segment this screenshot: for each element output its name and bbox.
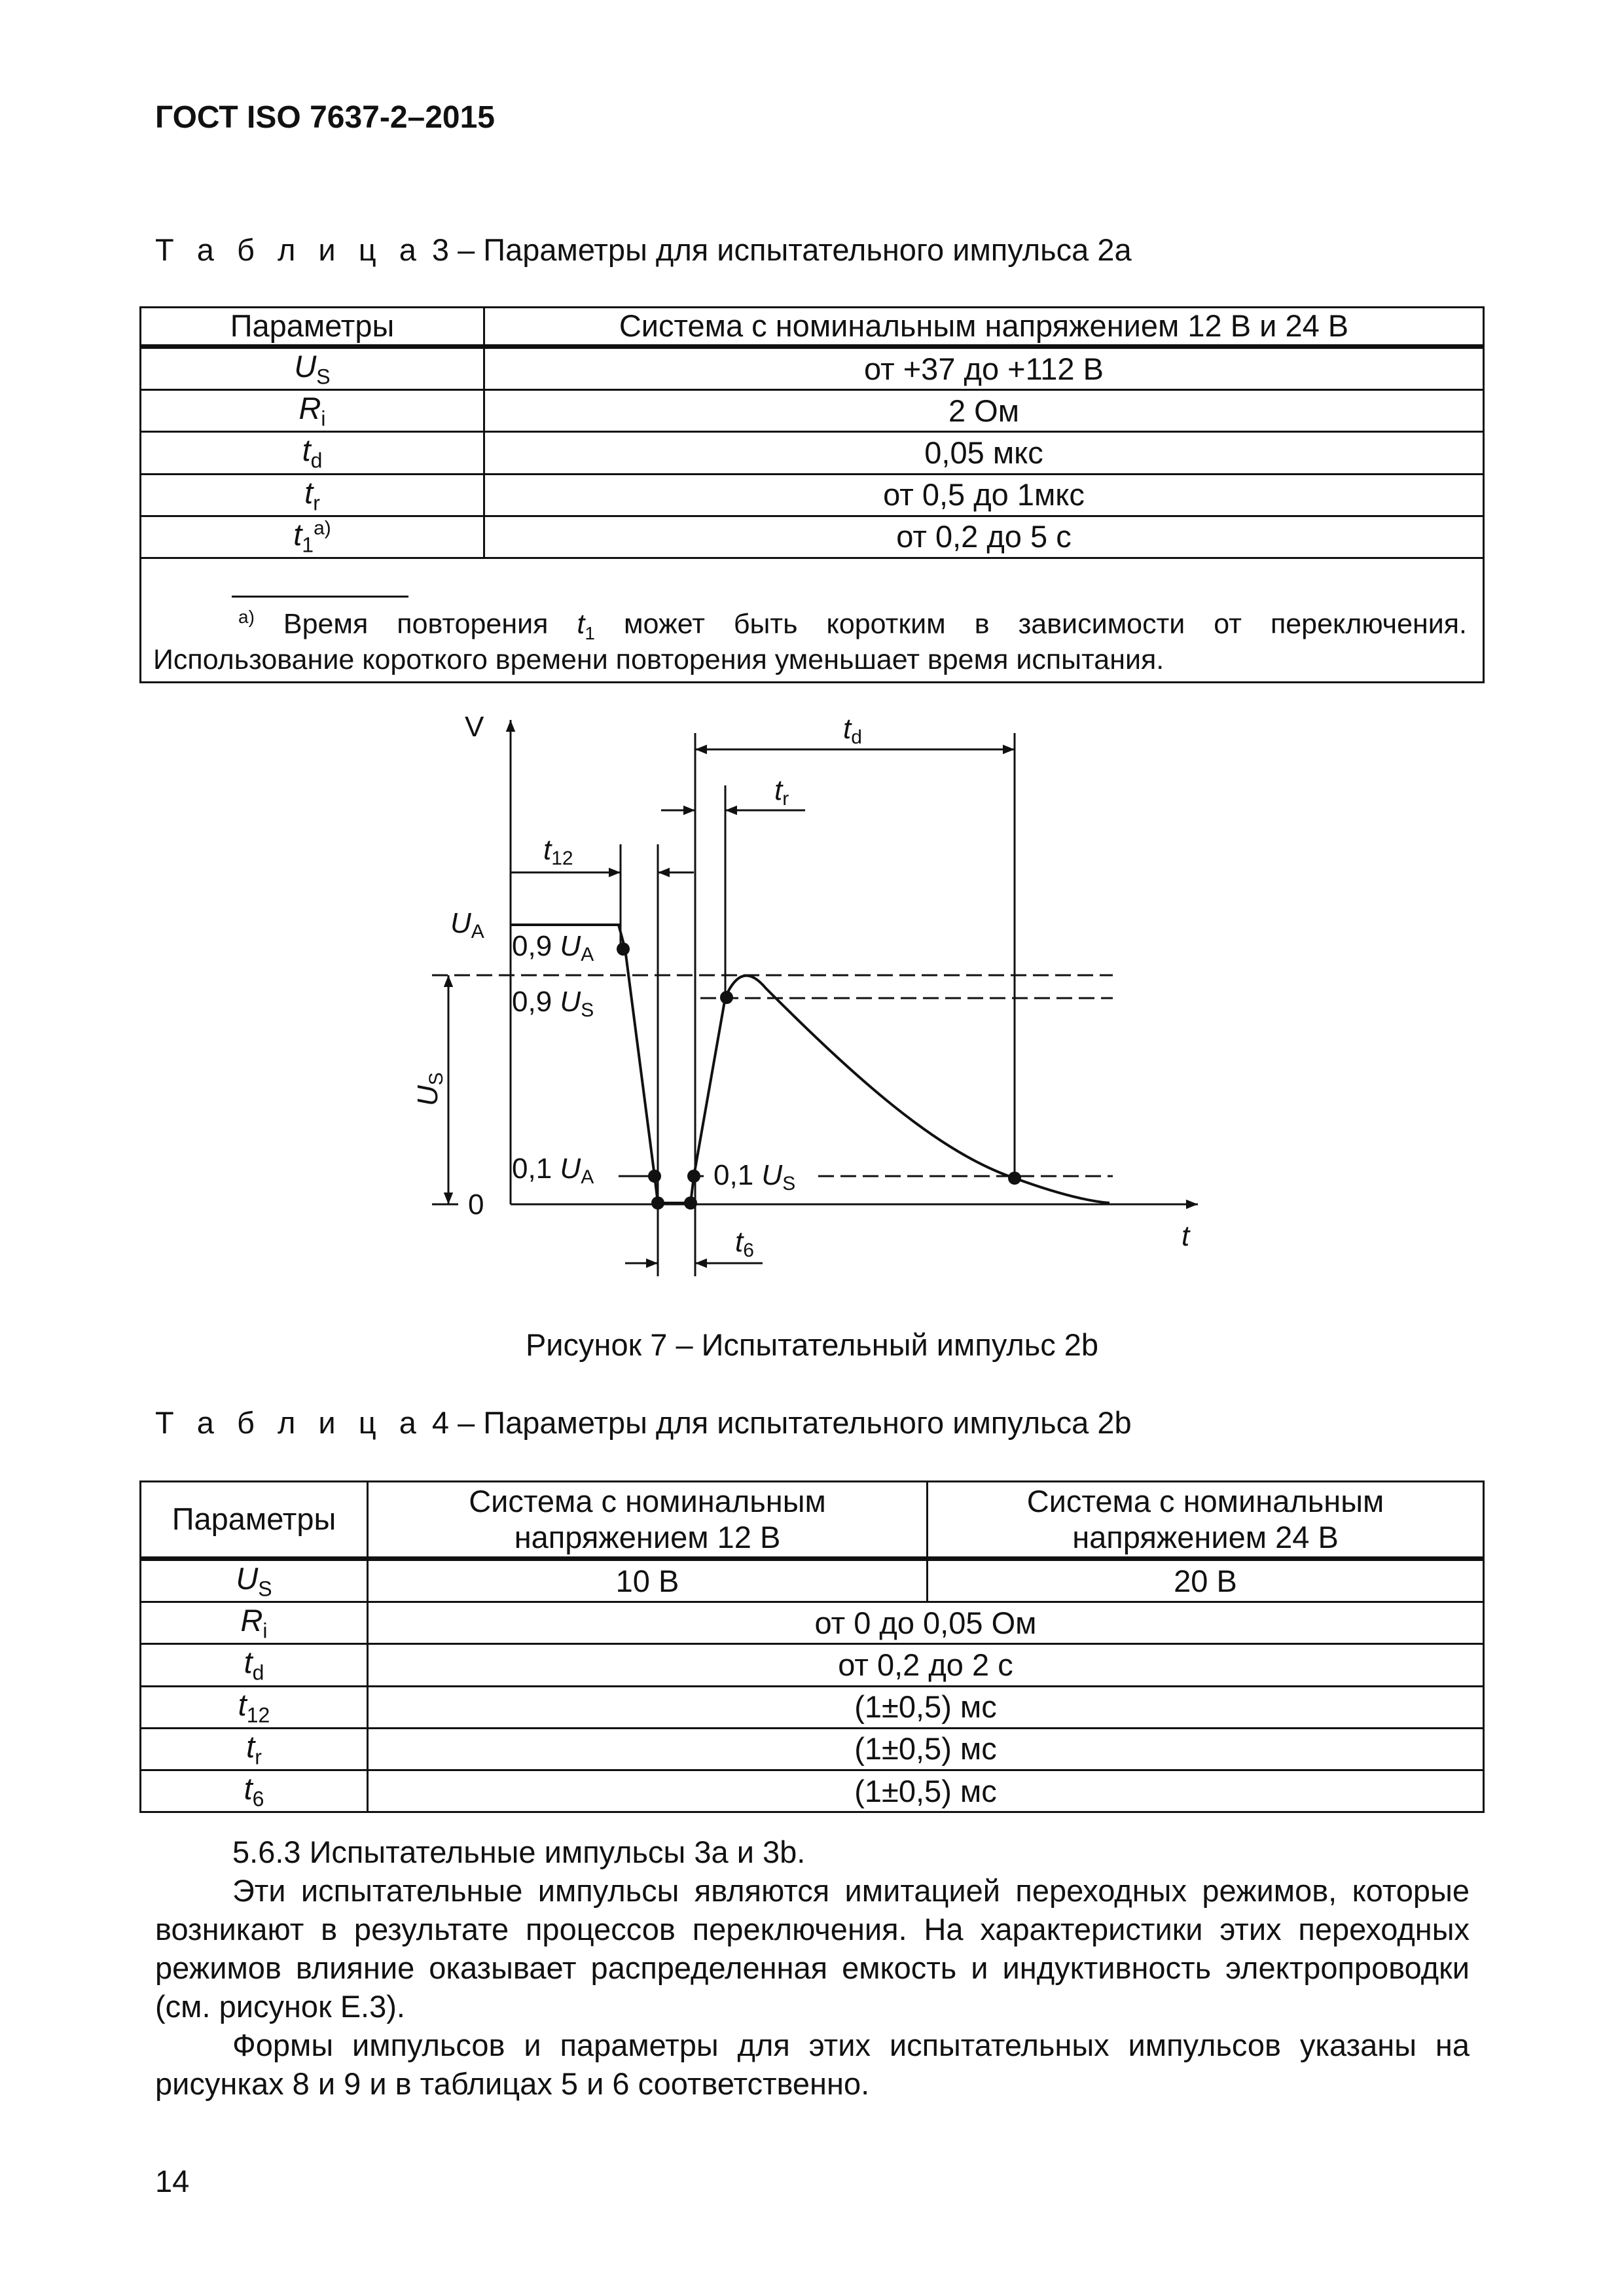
point-bottom-right xyxy=(684,1196,697,1210)
table4-caption xyxy=(155,1405,1132,1441)
table-row xyxy=(141,1602,1484,1644)
t12-label: t12 xyxy=(543,834,573,869)
table3-caption-word: Т а б л и ц а xyxy=(155,232,424,267)
point-09ua xyxy=(617,942,630,956)
param-value: от 0,5 до 1мкс xyxy=(484,474,1484,516)
section-heading: 5.6.3 Испытательные импульсы 3a и 3b. xyxy=(232,1835,806,1869)
param-symbol: $t_1^{a)}$ xyxy=(141,516,484,558)
table4-header-12v: Система с номинальным напряжением 12 В xyxy=(368,1482,928,1559)
param-symbol: $t_{12}$ xyxy=(141,1686,368,1728)
param-value: от 0 до 0,05 Ом xyxy=(368,1602,1484,1644)
param-value: (1±0,5) мс xyxy=(368,1728,1484,1770)
table-row xyxy=(141,516,1484,558)
param-symbol: $U_S$ xyxy=(141,1559,368,1602)
table4-header-24v: Система с номинальным напряжением 24 В xyxy=(928,1482,1484,1559)
point-01us-rise xyxy=(687,1170,700,1183)
table3-header-system: Система с номинальным напряжением 12 В и 24 В xyxy=(484,308,1484,347)
level-09ua-label: 0,9 UA xyxy=(512,930,594,965)
footnote-marker: a) xyxy=(238,606,255,627)
table-row xyxy=(141,432,1484,474)
param-value: от +37 до +112 В xyxy=(484,347,1484,390)
figure7-caption: Рисунок 7 – Испытательный импульс 2b xyxy=(525,1327,1099,1362)
table4-header-params: Параметры xyxy=(141,1482,368,1559)
level-01us-label: 0,1 US xyxy=(713,1159,796,1194)
table3 xyxy=(139,306,1485,683)
param-value-24v: 20 В xyxy=(928,1559,1484,1602)
param-symbol: $R_i$ xyxy=(141,390,484,432)
param-symbol: $U_S$ xyxy=(141,347,484,390)
param-value: (1±0,5) мс xyxy=(368,1686,1484,1728)
table4 xyxy=(139,1480,1485,1813)
footnote-rule xyxy=(232,596,408,598)
table-row xyxy=(141,474,1484,516)
axis-t-label: t xyxy=(1182,1220,1190,1252)
table3-footnote xyxy=(141,558,1484,683)
param-value: от 0,2 до 5 с xyxy=(484,516,1484,558)
param-value-12v: 10 В xyxy=(368,1559,928,1602)
us-axis-label: US xyxy=(412,1072,447,1106)
zero-label: 0 xyxy=(468,1189,484,1221)
figure7-diagram xyxy=(0,681,1624,1309)
tr-label: tr xyxy=(774,774,789,810)
table3-footnote-row xyxy=(141,558,1484,683)
param-value: 0,05 мкс xyxy=(484,432,1484,474)
table-row xyxy=(141,1644,1484,1686)
level-01ua-label: 0,1 UA xyxy=(512,1153,594,1188)
param-symbol: $t_r$ xyxy=(141,474,484,516)
param-symbol: $t_r$ xyxy=(141,1728,368,1770)
table-row xyxy=(141,1770,1484,1812)
table3-caption xyxy=(155,232,1132,268)
td-label: td xyxy=(843,713,862,748)
t6-label: t6 xyxy=(735,1226,754,1261)
table4-caption-title: 4 – Параметры для испытательного импульса 2b xyxy=(423,1405,1132,1440)
param-symbol: $t_6$ xyxy=(141,1770,368,1812)
param-value: 2 Ом xyxy=(484,390,1484,432)
point-09us xyxy=(720,991,733,1004)
page-number: 14 xyxy=(155,2164,190,2198)
param-symbol: $t_d$ xyxy=(141,432,484,474)
table-row xyxy=(141,1559,1484,1602)
param-symbol: $R_i$ xyxy=(141,1602,368,1644)
table-row xyxy=(141,390,1484,432)
document-code: ГОСТ ISO 7637-2–2015 xyxy=(155,100,495,135)
param-symbol: $t_d$ xyxy=(141,1644,368,1686)
paragraph: Формы импульсов и параметры для этих испытательных импульсов указаны на рисунках 8 и 9 и в таблицах 5 и 6 соответственно. xyxy=(155,2028,1470,2101)
body-text xyxy=(155,1833,1470,2103)
paragraph: Эти испытательные импульсы являются имитацией переходных режимов, которые возникают в результате процессов переключения. На характеристики этих переходных режимов влияние оказывает распределенная емкость и индуктивность электропроводки (см. рисунок Е.3). xyxy=(155,1873,1470,2024)
point-bottom-left xyxy=(651,1196,664,1210)
table3-caption-title: 3 – Параметры для испытательного импульса 2a xyxy=(423,232,1132,267)
footnote-line-1: $^{a)}$ Время повторения $t_1$ может быть коротким в зависимости от переключения. xyxy=(238,606,1467,643)
point-01ua xyxy=(648,1170,661,1183)
table4-caption-word: Т а б л и ц а xyxy=(155,1405,424,1440)
footnote-line-2: Использование короткого времени повторения уменьшает время испытания. xyxy=(153,644,1164,676)
table3-header-row xyxy=(141,308,1484,347)
param-value: от 0,2 до 2 с xyxy=(368,1644,1484,1686)
table-row xyxy=(141,1728,1484,1770)
level-09us-label: 0,9 US xyxy=(512,986,594,1021)
table3-header-params: Параметры xyxy=(141,308,484,347)
table4-header-row xyxy=(141,1482,1484,1559)
axis-v-label: V xyxy=(465,711,484,743)
ua-label: UA xyxy=(450,907,484,942)
param-value: (1±0,5) мс xyxy=(368,1770,1484,1812)
pulse-waveform xyxy=(511,925,1110,1203)
table-row xyxy=(141,347,1484,390)
table-row xyxy=(141,1686,1484,1728)
point-01us-decay xyxy=(1008,1172,1021,1185)
